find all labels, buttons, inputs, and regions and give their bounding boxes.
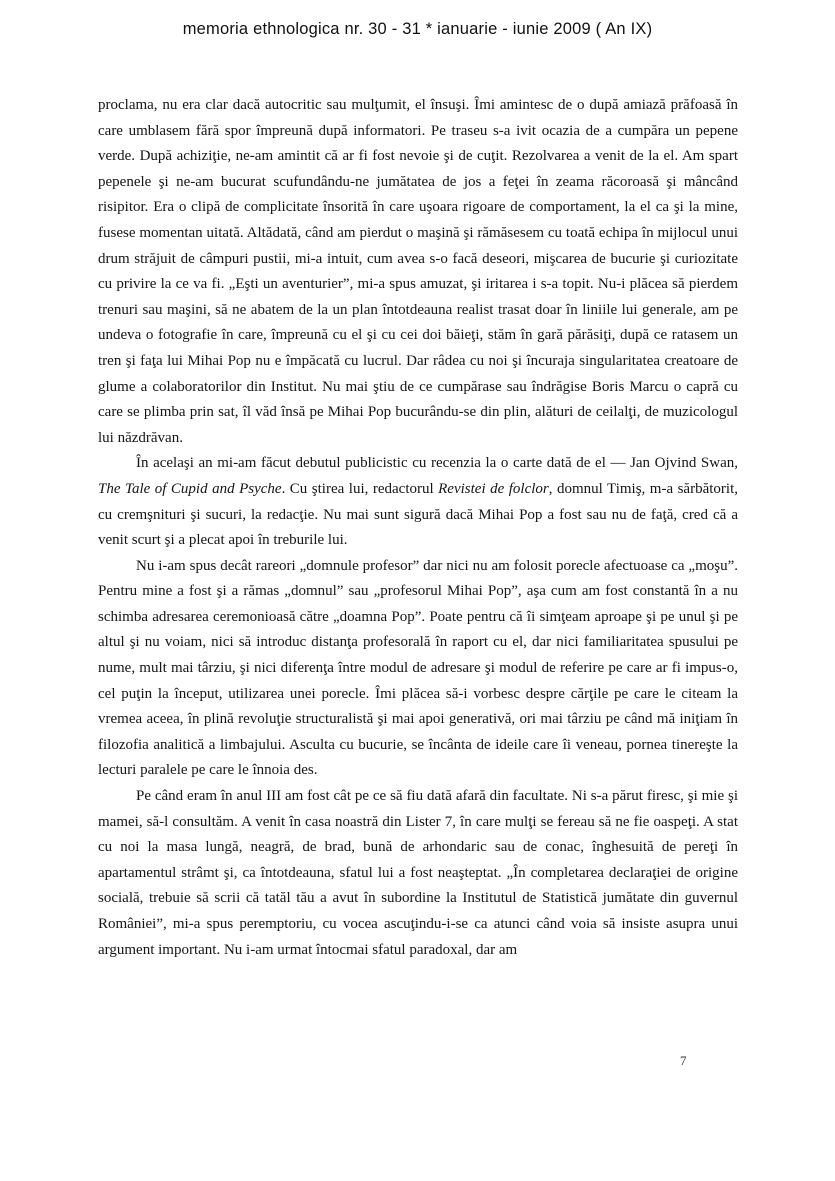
text-segment: . Cu ştirea lui, redactorul	[281, 480, 439, 497]
page-number: 7	[680, 1053, 687, 1068]
text-segment: Pe când eram în anul III am fost cât pe ce să fiu dată afară din facultate. Ni s-a părut firesc, şi mie şi mamei, să-l consultăm. A venit în casa noastră din Lister 7, în care mulţi se fereau să ne fie oaspeţi. A stat cu noi la masa lungă, neagră, de brad, bună de arhondaric sau de conac, înghesuită de pereţi în apartamentul strâmt şi, ca întotdeauna, sfatul lui a fost neaşteptat. „În completarea declaraţiei de origine socială, trebuie să scrii că tatăl tău a avut în subordine la Institutul de Statistică jumătate din guvernul României”, mi-a spus peremptoriu, cu vocea ascuţindu-i-se ca atunci când voia să insiste asupra unui argument important. Nu i-am urmat întocmai sfatul paradoxal, dar am	[98, 788, 738, 958]
paragraph	[98, 784, 738, 963]
text-segment: În acelaşi an mi-am făcut debutul publicistic cu recenzia la o carte dată de el — Jan Ojvind Swan,	[136, 455, 738, 472]
text-segment: , domnul Timiş, m-a sărbătorit, cu cremşnituri şi sucuri, la redacţie. Nu mai sunt sigură dacă Mihai Pop a fost sau nu de faţă, cred că a venit scurt şi a plecat apoi în treburile lui.	[98, 480, 738, 549]
paragraph	[98, 554, 738, 784]
body-text	[98, 93, 738, 963]
text-segment: Nu i-am spus decât rareori „domnule profesor” dar nici nu am folosit porecle afectuoase ca „moşu”. Pentru mine a fost şi a rămas „domnul” sau „profesorul Mihai Pop”, aşa cum am fost constantă în a nu schimba adresarea ceremonioasă către „doamna Pop”. Poate pentru că îi simţeam aproape şi pe unul şi pe altul şi nu voiam, nici să introduc distanţa profesorală în raport cu el, dar nici familiaritatea spusului pe nume, mult mai târziu, şi nici diferenţa între modul de adresare şi modul de referire pe care ar fi impus-o, cel puţin la început, utilizarea unei porecle. Îmi plăcea să-i vorbesc despre cărţile pe care le citeam la vremea aceea, în plină revoluţie structuralistă şi mai apoi generativă, ori mai târziu pe când mă iniţiam în filozofia analitică a limbajului. Asculta cu bucurie, se încânta de ideile care îi veneau, pornea tinereşte la lecturi paralele pe care le înnoia des.	[98, 557, 738, 779]
text-segment: proclama, nu era clar dacă autocritic sau mulţumit, el însuşi. Îmi amintesc de o după amiază prăfoasă în care umblasem fără spor împreună după informatori. Pe traseu s-a ivit ocazia de a cumpăra un pepene verde. După achiziţie, ne-am amintit că ar fi fost nevoie şi de cuţit. Rezolvarea a venit de la el. Am spart pepenele şi ne-am bucurat scufundându-ne jumătatea de jos a feţei în zeama răcoroasă şi mâncând risipitor. Era o clipă de complicitate însorită în care uşoara rigoare de comportament, la el ca şi la mine, fusese momentan uitată. Altădată, când am pierdut o maşină şi rămăsesem cu toată echipa în mijlocul unui drum străjuit de câmpuri pustii, mi-a intuit, cum avea s-o facă deseori, mişcarea de bucurie şi curiozitate cu privire la ce va fi. „Eşti un aventurier”, mi-a spus amuzat, şi iritarea i s-a topit. Nu-i plăcea să pierdem trenuri sau maşini, să ne abatem de la un plan întotdeauna realist trasat doar în liniile lui generale, am pe undeva o fotografie în care, împreună cu el şi cu cei doi băieţi, stăm în gară părăsiţi, după ce ratasem un tren şi faţa lui Mihai Pop nu e împăcată cu lucrul. Dar râdea cu noi şi încuraja singularitatea creatoare de glume a colaboratorilor din Institut. Nu mai ştiu de ce cumpărase sau îndrăgise Boris Marcu o capră cu care se plimba prin sat, îl văd însă pe Mihai Pop bucurându-se din plin, alături de ceilalţi, de muzicologul lui năzdrăvan.	[98, 97, 738, 446]
paragraph	[98, 451, 738, 553]
journal-header-title: memoria ethnologica nr. 30 - 31 * ianuarie - iunie 2009 ( An IX)	[182, 20, 653, 38]
italic-text-segment: The Tale of Cupid and Psyche	[98, 480, 282, 497]
paragraph	[98, 93, 738, 451]
italic-text-segment: Revistei de folclor	[438, 480, 549, 497]
